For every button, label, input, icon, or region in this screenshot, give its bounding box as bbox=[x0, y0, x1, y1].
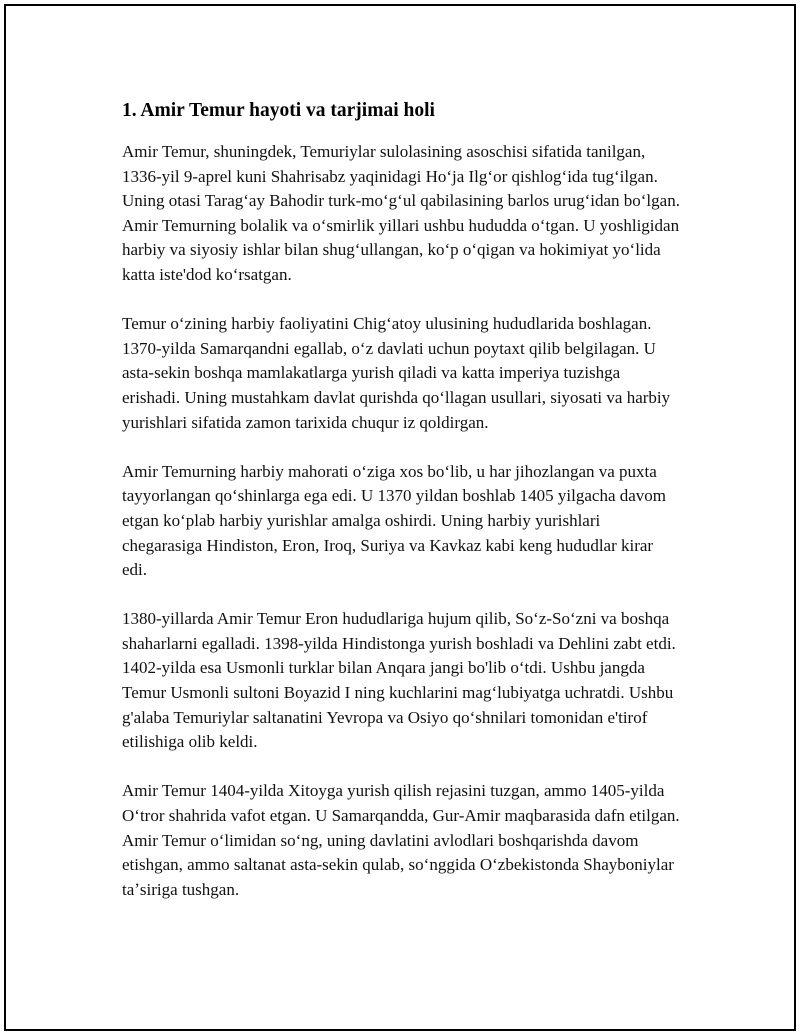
page-title: 1. Amir Temur hayoti va tarjimai holi bbox=[122, 100, 435, 121]
paragraph-birth: Amir Temur, shuningdek, Temuriylar sulolasining asoschisi sifatida tanilgan, 1336-yil 9-aprel kuni Shahrisabz yaqinidagi Hoʻja Ilgʻor qishlogʻida tugʻilgan. Uning otasi Taragʻay Bahodir turk-moʻgʻul qabilasining barlos urugʻidan boʻlgan. Amir Temurning bolalik va oʻsmirlik yillari ushbu hududda oʻtgan. U yoshligidan harbiy va siyosiy ishlar bilan shugʻullangan, koʻp oʻqigan va hokimiyat yoʻlida katta iste'dod koʻrsatgan. bbox=[122, 142, 680, 284]
document-body bbox=[122, 96, 682, 927]
paragraph-campaigns: 1380-yillarda Amir Temur Eron hududlariga hujum qilib, Soʻz-Soʻzni va boshqa shaharlarni egalladi. 1398-yilda Hindistonga yurish boshladi va Dehlini zabt etdi. 1402-yilda esa Usmonli turklar bilan Anqara jangi bo'lib oʻtdi. Ushbu jangda Temur Usmonli sultoni Boyazid I ning kuchlarini magʻlubiyatga uchratdi. Ushbu g'alaba Temuriylar saltanatini Yevropa va Osiyo qoʻshnilari tomonidan e'tirof etilishiga olib keldi. bbox=[122, 609, 676, 752]
paragraph-military-skill: Amir Temurning harbiy mahorati oʻziga xos boʻlib, u har jihozlangan va puxta tayyorlangan qoʻshinlarga ega edi. U 1370 yildan boshlab 1405 yilgacha davom etgan koʻplab harbiy yurishlar amalga oshirdi. Uning harbiy yurishlari chegarasiga Hindiston, Eron, Iroq, Suriya va Kavkaz kabi keng hududlar kirar edi. bbox=[122, 461, 667, 580]
paragraph-early-career: Temur oʻzining harbiy faoliyatini Chigʻatoy ulusining hududlarida boshlagan. 1370-yilda Samarqandni egallab, oʻz davlati uchun poytaxt qilib belgilagan. U asta-sekin boshqa mamlakatlarga yurish qiladi va katta imperiya tuzishga erishadi. Uning mustahkam davlat qurishda qoʻllagan usullari, siyosati va harbiy yurishlari sifatida zamon tarixida chuqur iz qoldirgan. bbox=[122, 314, 671, 432]
paragraph-death: Amir Temur 1404-yilda Xitoyga yurish qilish rejasini tuzgan, ammo 1405-yilda Oʻtror shahrida vafot etgan. U Samarqandda, Gur-Amir maqbarasida dafn etilgan. Amir Temur oʻlimidan soʻng, uning davlatini avlodlari boshqarishda davom etishgan, ammo saltanat asta-sekin qulab, soʻnggida Oʻzbekistonda Shayboniylar taʼsiriga tushgan. bbox=[122, 781, 680, 899]
page-frame bbox=[4, 4, 796, 1031]
